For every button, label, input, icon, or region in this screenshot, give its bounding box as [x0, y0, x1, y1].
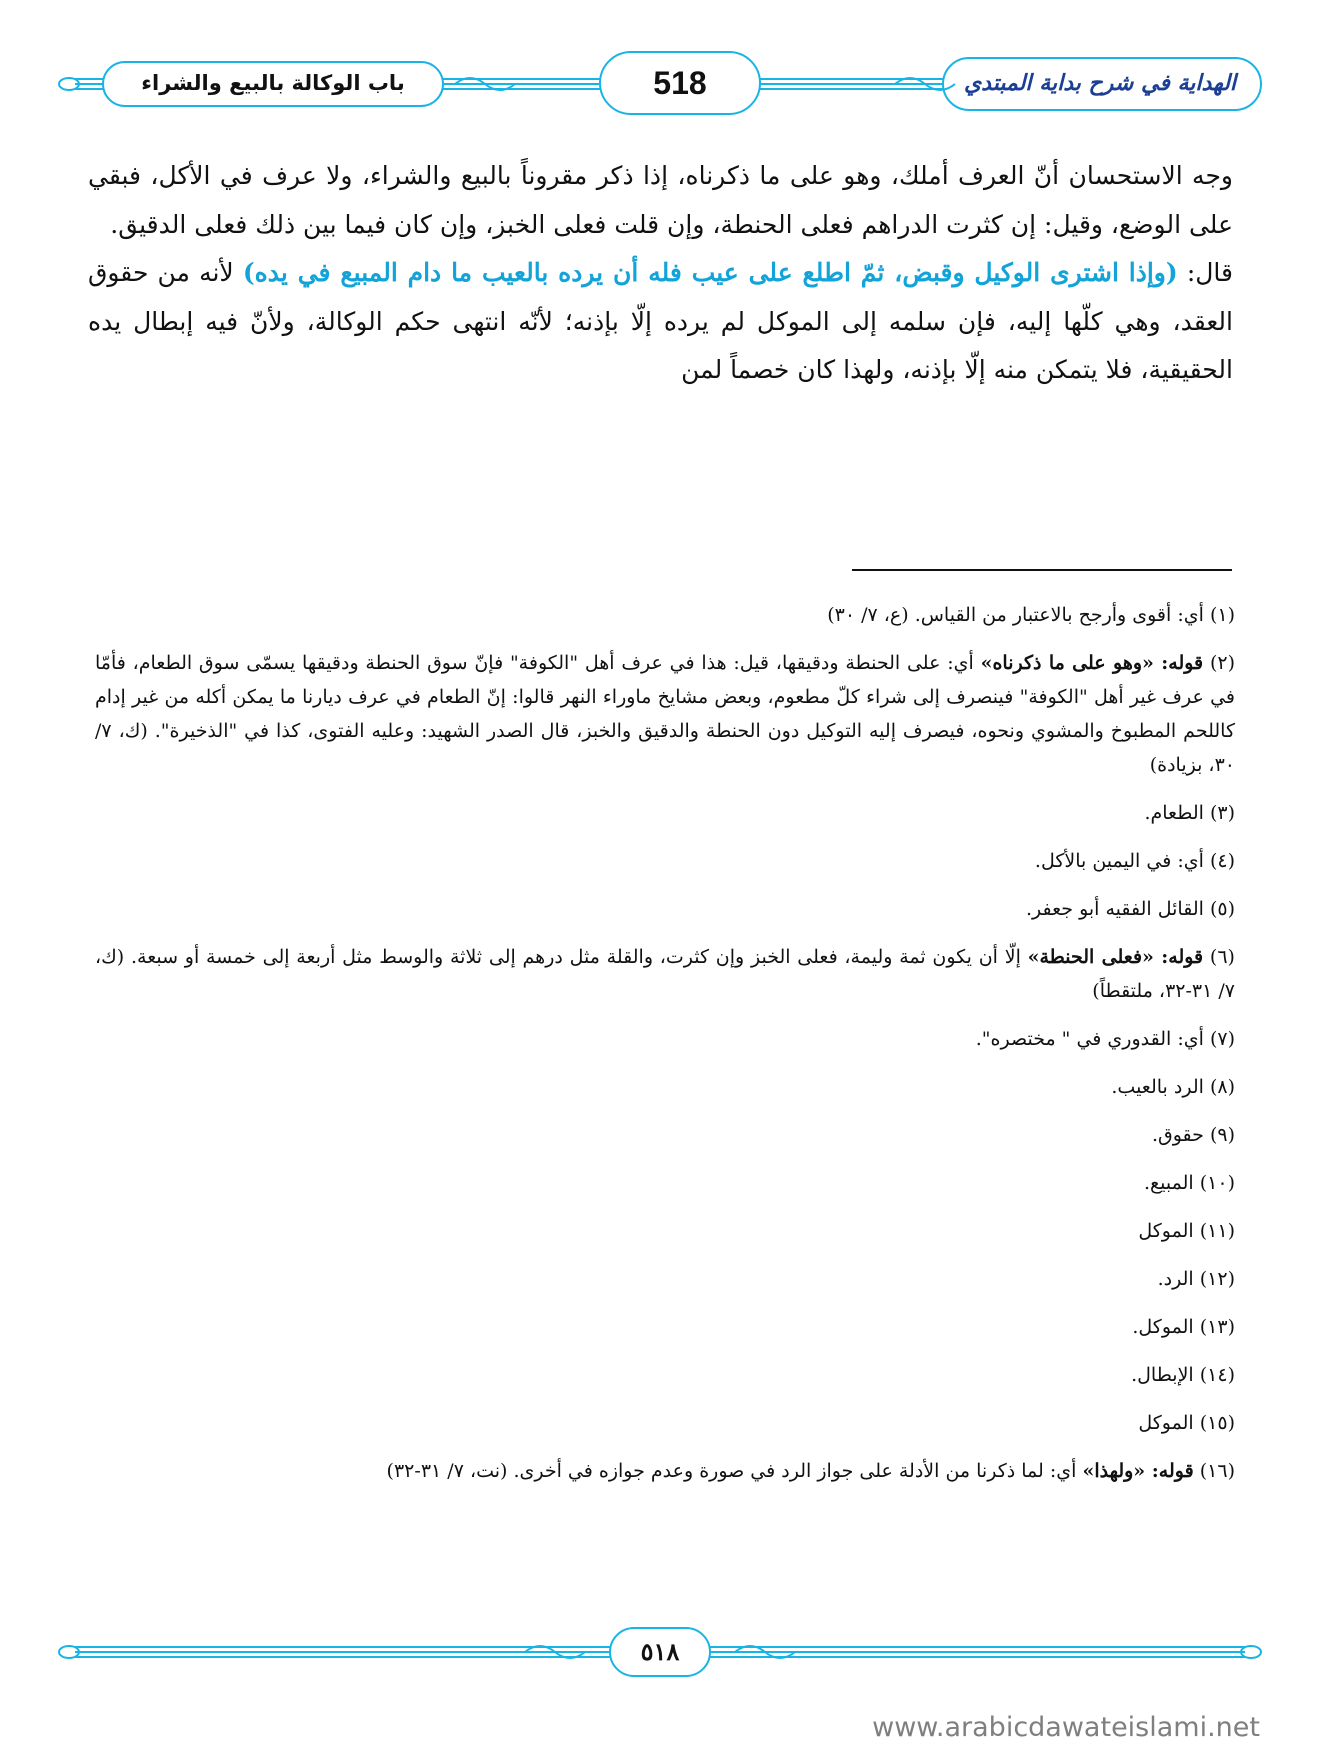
footnote-8: (٨) الرد بالعيب. — [1111, 1076, 1235, 1098]
main-text — [88, 152, 1233, 395]
footnote-3: (٣) الطعام. — [1144, 802, 1235, 824]
paragraph-2 — [88, 249, 1233, 395]
page-footer — [55, 1622, 1265, 1682]
footnote-11: (١١) الموكل — [1138, 1220, 1235, 1242]
footnote-2: (٢) قوله: «وهو على ما ذكرناه» أي: على الحنطة ودقيقها، قيل: هذا في عرف أهل "الكوفة" فإنّ سوق الحنطة ودقيقها يسمّى سوق الطعام، فأمّا في عرف غير أهل "الكوفة" فينصرف إلى شراء كلّ مطعوم، وبعض مشايخ ماوراء النهر قالوا: إنّ الطعام في عرف ديارنا ما يمكن أكله من غير إدام كاللحم المطبوخ والمشوي ونحوه، فيصرف إليه التوكيل دون الحنطة والدقيق والخبز، قال الصدر الشهيد: وعليه الفتوى، كذا في "الذخيرة". (ك، ٧/ ٣٠، بزيادة) — [95, 652, 1235, 776]
footnote-9: (٩) حقوق. — [1151, 1124, 1235, 1146]
chapter-title: باب الوكالة بالبيع والشراء — [141, 71, 405, 95]
paragraph-1: وجه الاستحسان أنّ العرف أملك، وهو على ما ذكرناه، إذا ذكر مقروناً بالبيع والشراء، ولا عرف في الأكل، فبقي على الوضع، وقيل: إن كثرت الدراهم فعلى الحنطة، وإن قلت فعلى الخبز، وإن كان فيما بين ذلك فعلى الدقيق. — [88, 161, 1233, 239]
footnote-divider — [852, 569, 1232, 571]
matn-text: (وإذا اشترى الوكيل وقبض، ثمّ اطلع على عيب فله أن يرده بالعيب ما دام المبيع في يده) — [242, 258, 1178, 287]
footnote-6: (٦) قوله: «فعلى الحنطة» إلّا أن يكون ثمة وليمة، فعلى الخبز وإن كثرت، والقلة مثل درهم إلى ثلاثة والوسط مثل أربعة إلى خمسة أو سبعة. (ك، ٧/ ٣١-٣٢، ملتقطاً) — [95, 946, 1235, 1002]
footnotes — [95, 598, 1235, 1502]
footnote-10: (١٠) المبيع. — [1144, 1172, 1235, 1194]
footnote-13: (١٣) الموكل. — [1132, 1316, 1235, 1338]
page-header — [55, 48, 1265, 118]
website-link[interactable]: www.arabicdawateislami.net — [872, 1712, 1260, 1743]
footnote-15: (١٥) الموكل — [1138, 1412, 1235, 1434]
footnote-16: (١٦) قوله: «ولهذا» أي: لما ذكرنا من الأدلة على جواز الرد في صورة وعدم جوازه في أخرى. (نت، ٧/ ٣١-٣٢) — [386, 1460, 1235, 1482]
paragraph-2-rest: لأنه من حقوق العقد، وهي كلّها إليه، فإن سلمه إلى الموكل لم يرده إلّا بإذنه؛ لأنّه انتهى حكم الوكالة، ولأنّ فيه إبطال يده الحقيقية، فلا يتمكن منه إلّا بإذنه، ولهذا كان خصماً لمن — [88, 258, 1233, 384]
footnote-1: (١) أي: أقوى وأرجح بالاعتبار من القياس. (ع، ٧/ ٣٠) — [827, 604, 1235, 626]
paragraph-2-prefix: قال: — [1186, 258, 1233, 287]
footnote-12: (١٢) الرد. — [1157, 1268, 1235, 1290]
page-number: 518 — [653, 65, 707, 101]
footnote-5: (٥) القائل الفقيه أبو جعفر. — [1025, 898, 1235, 920]
footnote-4: (٤) أي: في اليمين بالأكل. — [1034, 850, 1235, 872]
footnote-7: (٧) أي: القدوري في " مختصره". — [975, 1028, 1235, 1050]
footnote-14: (١٤) الإبطال. — [1131, 1364, 1235, 1386]
footer-page-number: ٥١٨ — [640, 1637, 680, 1666]
book-title: الهداية في شرح بداية المبتدي — [963, 70, 1237, 96]
